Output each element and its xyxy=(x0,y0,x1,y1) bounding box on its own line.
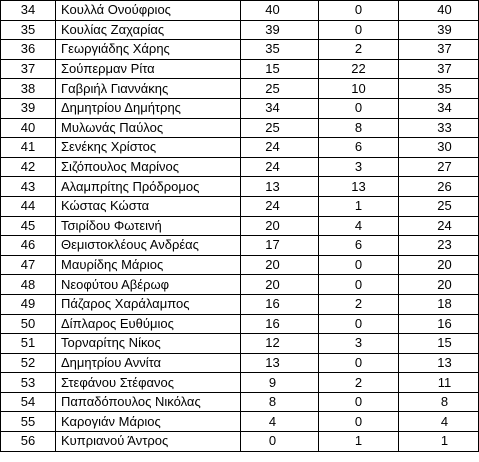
value-1-cell[interactable]: 12 xyxy=(241,334,319,354)
name-cell[interactable]: Στεφάνου Στέφανος xyxy=(56,373,241,393)
value-1-cell[interactable]: 13 xyxy=(241,177,319,197)
total-cell[interactable]: 16 xyxy=(399,314,479,334)
total-cell[interactable]: 33 xyxy=(399,118,479,138)
value-2-cell[interactable]: 3 xyxy=(319,157,399,177)
value-1-cell[interactable]: 9 xyxy=(241,373,319,393)
name-cell[interactable]: Κουλίας Ζαχαρίας xyxy=(56,20,241,40)
name-cell[interactable]: Τορναρίτης Νίκος xyxy=(56,334,241,354)
table-row[interactable] xyxy=(1,79,479,99)
table-row[interactable] xyxy=(1,412,479,432)
table-row[interactable] xyxy=(1,118,479,138)
total-cell[interactable]: 25 xyxy=(399,196,479,216)
table-row[interactable] xyxy=(1,20,479,40)
table-row[interactable] xyxy=(1,1,479,21)
value-1-cell[interactable]: 35 xyxy=(241,40,319,60)
rank-cell[interactable]: 49 xyxy=(1,294,56,314)
name-cell[interactable]: Κώστας Κώστα xyxy=(56,196,241,216)
total-cell[interactable]: 11 xyxy=(399,373,479,393)
name-cell[interactable]: Γεωργιάδης Χάρης xyxy=(56,40,241,60)
value-2-cell[interactable]: 6 xyxy=(319,236,399,256)
total-cell[interactable]: 30 xyxy=(399,138,479,158)
table-row[interactable] xyxy=(1,255,479,275)
rank-cell[interactable]: 36 xyxy=(1,40,56,60)
value-1-cell[interactable]: 16 xyxy=(241,314,319,334)
name-cell[interactable]: Σούπερμαν Ρίτα xyxy=(56,59,241,79)
rank-cell[interactable]: 34 xyxy=(1,1,56,21)
value-1-cell[interactable]: 40 xyxy=(241,1,319,21)
table-row[interactable] xyxy=(1,314,479,334)
value-1-cell[interactable]: 25 xyxy=(241,79,319,99)
value-2-cell[interactable]: 3 xyxy=(319,334,399,354)
value-2-cell[interactable]: 0 xyxy=(319,255,399,275)
total-cell[interactable]: 4 xyxy=(399,412,479,432)
name-cell[interactable]: Μυλωνάς Παύλος xyxy=(56,118,241,138)
name-cell[interactable]: Πάζαρος Χαράλαμπος xyxy=(56,294,241,314)
name-cell[interactable]: Κουλλά Ονούφριος xyxy=(56,1,241,21)
value-1-cell[interactable]: 15 xyxy=(241,59,319,79)
table-row[interactable] xyxy=(1,275,479,295)
table-row[interactable] xyxy=(1,432,479,452)
total-cell[interactable]: 18 xyxy=(399,294,479,314)
total-cell[interactable]: 27 xyxy=(399,157,479,177)
name-cell[interactable]: Θεμιστοκλέους Ανδρέας xyxy=(56,236,241,256)
value-1-cell[interactable]: 25 xyxy=(241,118,319,138)
total-cell[interactable]: 37 xyxy=(399,59,479,79)
value-2-cell[interactable]: 1 xyxy=(319,196,399,216)
total-cell[interactable]: 24 xyxy=(399,216,479,236)
rank-cell[interactable]: 41 xyxy=(1,138,56,158)
value-2-cell[interactable]: 4 xyxy=(319,216,399,236)
value-1-cell[interactable]: 24 xyxy=(241,138,319,158)
rank-cell[interactable]: 45 xyxy=(1,216,56,236)
total-cell[interactable]: 37 xyxy=(399,40,479,60)
table-row[interactable] xyxy=(1,294,479,314)
name-cell[interactable]: Κυπριανού Άντρος xyxy=(56,432,241,452)
table-row[interactable] xyxy=(1,392,479,412)
rank-cell[interactable]: 37 xyxy=(1,59,56,79)
name-cell[interactable]: Παπαδόπουλος Νικόλας xyxy=(56,392,241,412)
rank-cell[interactable]: 35 xyxy=(1,20,56,40)
rank-cell[interactable]: 56 xyxy=(1,432,56,452)
value-1-cell[interactable]: 8 xyxy=(241,392,319,412)
table-row[interactable] xyxy=(1,98,479,118)
value-2-cell[interactable]: 0 xyxy=(319,314,399,334)
total-cell[interactable]: 13 xyxy=(399,353,479,373)
table-row[interactable] xyxy=(1,216,479,236)
total-cell[interactable]: 40 xyxy=(399,1,479,21)
value-1-cell[interactable]: 0 xyxy=(241,432,319,452)
name-cell[interactable]: Γαβριήλ Γιαννάκης xyxy=(56,79,241,99)
value-1-cell[interactable]: 24 xyxy=(241,196,319,216)
value-2-cell[interactable]: 2 xyxy=(319,40,399,60)
table-row[interactable] xyxy=(1,157,479,177)
table-row[interactable] xyxy=(1,334,479,354)
total-cell[interactable]: 20 xyxy=(399,255,479,275)
rank-cell[interactable]: 50 xyxy=(1,314,56,334)
value-1-cell[interactable]: 20 xyxy=(241,216,319,236)
rank-cell[interactable]: 51 xyxy=(1,334,56,354)
total-cell[interactable]: 23 xyxy=(399,236,479,256)
name-cell[interactable]: Σιζόπουλος Μαρίνος xyxy=(56,157,241,177)
name-cell[interactable]: Δίπλαρος Ευθύμιος xyxy=(56,314,241,334)
rank-cell[interactable]: 39 xyxy=(1,98,56,118)
value-2-cell[interactable]: 0 xyxy=(319,353,399,373)
rank-cell[interactable]: 48 xyxy=(1,275,56,295)
rank-cell[interactable]: 55 xyxy=(1,412,56,432)
rank-cell[interactable]: 53 xyxy=(1,373,56,393)
value-1-cell[interactable]: 20 xyxy=(241,255,319,275)
table-row[interactable] xyxy=(1,373,479,393)
table-row[interactable] xyxy=(1,353,479,373)
value-1-cell[interactable]: 17 xyxy=(241,236,319,256)
rank-cell[interactable]: 44 xyxy=(1,196,56,216)
rank-cell[interactable]: 38 xyxy=(1,79,56,99)
value-2-cell[interactable]: 10 xyxy=(319,79,399,99)
value-1-cell[interactable]: 4 xyxy=(241,412,319,432)
value-1-cell[interactable]: 24 xyxy=(241,157,319,177)
rank-cell[interactable]: 47 xyxy=(1,255,56,275)
value-2-cell[interactable]: 8 xyxy=(319,118,399,138)
name-cell[interactable]: Καρογιάν Μάριος xyxy=(56,412,241,432)
rank-cell[interactable]: 43 xyxy=(1,177,56,197)
total-cell[interactable]: 20 xyxy=(399,275,479,295)
rank-cell[interactable]: 52 xyxy=(1,353,56,373)
name-cell[interactable]: Σενέκης Χρίστος xyxy=(56,138,241,158)
value-2-cell[interactable]: 22 xyxy=(319,59,399,79)
value-2-cell[interactable]: 6 xyxy=(319,138,399,158)
name-cell[interactable]: Αλαμπρίτης Πρόδρομος xyxy=(56,177,241,197)
rank-cell[interactable]: 40 xyxy=(1,118,56,138)
value-1-cell[interactable]: 16 xyxy=(241,294,319,314)
value-2-cell[interactable]: 13 xyxy=(319,177,399,197)
value-1-cell[interactable]: 39 xyxy=(241,20,319,40)
table-row[interactable] xyxy=(1,236,479,256)
value-2-cell[interactable]: 0 xyxy=(319,392,399,412)
value-2-cell[interactable]: 0 xyxy=(319,412,399,432)
value-2-cell[interactable]: 0 xyxy=(319,20,399,40)
value-1-cell[interactable]: 34 xyxy=(241,98,319,118)
total-cell[interactable]: 35 xyxy=(399,79,479,99)
total-cell[interactable]: 1 xyxy=(399,432,479,452)
total-cell[interactable]: 34 xyxy=(399,98,479,118)
results-table-body xyxy=(1,1,479,452)
name-cell[interactable]: Δημητρίου Αννίτα xyxy=(56,353,241,373)
table-row[interactable] xyxy=(1,177,479,197)
table-row[interactable] xyxy=(1,138,479,158)
total-cell[interactable]: 39 xyxy=(399,20,479,40)
name-cell[interactable]: Μαυρίδης Μάριος xyxy=(56,255,241,275)
total-cell[interactable]: 15 xyxy=(399,334,479,354)
value-1-cell[interactable]: 20 xyxy=(241,275,319,295)
value-2-cell[interactable]: 1 xyxy=(319,432,399,452)
total-cell[interactable]: 8 xyxy=(399,392,479,412)
rank-cell[interactable]: 46 xyxy=(1,236,56,256)
table-row[interactable] xyxy=(1,196,479,216)
name-cell[interactable]: Δημητρίου Δημήτρης xyxy=(56,98,241,118)
value-2-cell[interactable]: 2 xyxy=(319,294,399,314)
value-2-cell[interactable]: 0 xyxy=(319,98,399,118)
value-2-cell[interactable]: 2 xyxy=(319,373,399,393)
name-cell[interactable]: Τσιρίδου Φωτεινή xyxy=(56,216,241,236)
value-2-cell[interactable]: 0 xyxy=(319,275,399,295)
value-2-cell[interactable]: 0 xyxy=(319,1,399,21)
rank-cell[interactable]: 54 xyxy=(1,392,56,412)
rank-cell[interactable]: 42 xyxy=(1,157,56,177)
table-row[interactable] xyxy=(1,59,479,79)
name-cell[interactable]: Νεοφύτου Αβέρωφ xyxy=(56,275,241,295)
value-1-cell[interactable]: 13 xyxy=(241,353,319,373)
total-cell[interactable]: 26 xyxy=(399,177,479,197)
table-row[interactable] xyxy=(1,40,479,60)
